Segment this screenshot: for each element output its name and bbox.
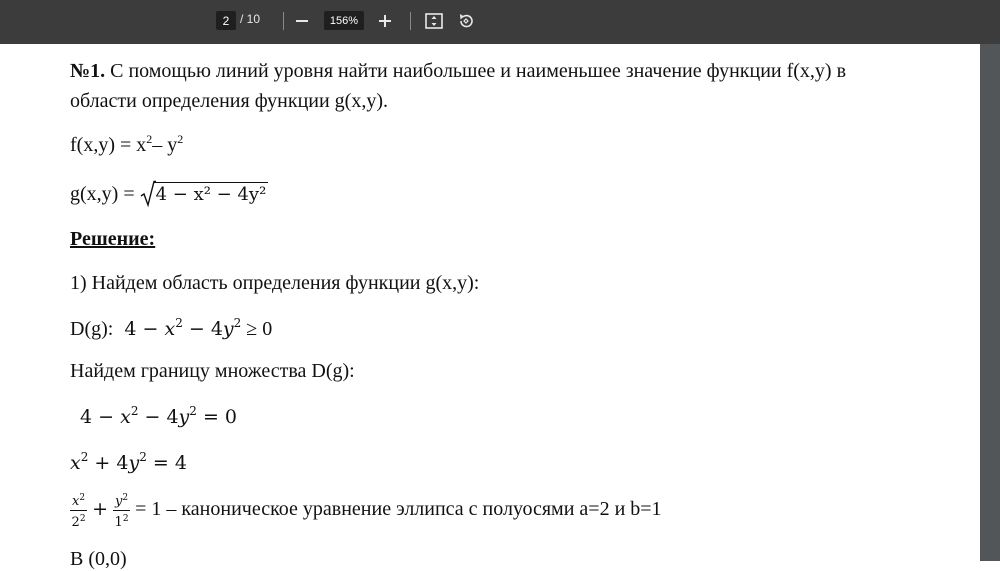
task-text: С помощью линий уровня найти наибольшее и наименьшее значение функции f(x,y) в bbox=[105, 60, 847, 82]
fit-page-icon bbox=[425, 13, 443, 29]
toolbar-divider bbox=[283, 12, 284, 30]
page-total: / 10 bbox=[240, 12, 261, 26]
minus-icon bbox=[295, 14, 309, 28]
fraction-y: $\frac{y^2}{1^2}$ bbox=[113, 490, 130, 531]
page-number-input[interactable]: 2 bbox=[216, 11, 236, 30]
zoom-level-input[interactable]: 156% bbox=[324, 11, 364, 30]
task-line-2: области определения функции g(x,y). bbox=[70, 90, 388, 112]
domain-inequality: D(g): $4 - x^2 - 4y^2 \ge 0$ bbox=[70, 316, 273, 340]
g-radicand: 4 − x² − 4y² bbox=[155, 184, 267, 205]
fit-page-button[interactable] bbox=[423, 10, 445, 32]
step-1: 1) Найдем область определения функции g(x,y): bbox=[70, 272, 480, 294]
rotate-icon bbox=[457, 12, 475, 30]
solution-heading: Решение: bbox=[70, 228, 156, 250]
canonical-text: = 1 – каноническое уравнение эллипса с полуосями a=2 и b=1 bbox=[135, 498, 662, 521]
cut-off-line: В (0,0) bbox=[70, 548, 127, 570]
g-definition bbox=[70, 182, 268, 206]
zoom-out-button[interactable] bbox=[291, 10, 313, 32]
rotate-button[interactable] bbox=[455, 10, 477, 32]
zoom-in-button[interactable] bbox=[374, 10, 396, 32]
f-definition: $f(x,y) = x^2-$ $y^2$ bbox=[70, 132, 184, 156]
viewer-background bbox=[980, 44, 1000, 561]
toolbar-divider bbox=[410, 12, 411, 30]
task-line-1 bbox=[70, 60, 846, 83]
plus-icon bbox=[378, 14, 392, 28]
boundary-equation: $4 - x^2 - 4y^2 = 0$ bbox=[80, 404, 238, 428]
sqrt-icon bbox=[140, 180, 156, 208]
canonical-equation: $\frac{x^2}{2^2}$ + $\frac{y^2}{1^2}$ = 1 – каноническое уравнение эллипса с полуосями a=2 и b=1 bbox=[70, 490, 662, 531]
task-number: №1. bbox=[70, 60, 106, 82]
ellipse-equation: $x^2 + 4y^2 = 4$ bbox=[70, 450, 187, 474]
boundary-text: Найдем границу множества D(g): bbox=[70, 360, 355, 382]
pdf-toolbar bbox=[0, 0, 1000, 44]
g-label: g(x,y) = bbox=[70, 183, 140, 205]
fraction-x: $\frac{x^2}{2^2}$ bbox=[70, 490, 87, 531]
sqrt-expression bbox=[140, 182, 269, 206]
pdf-page bbox=[0, 44, 980, 570]
f-label: f(x,y) = bbox=[70, 134, 137, 156]
dg-label: D(g): bbox=[70, 318, 114, 340]
